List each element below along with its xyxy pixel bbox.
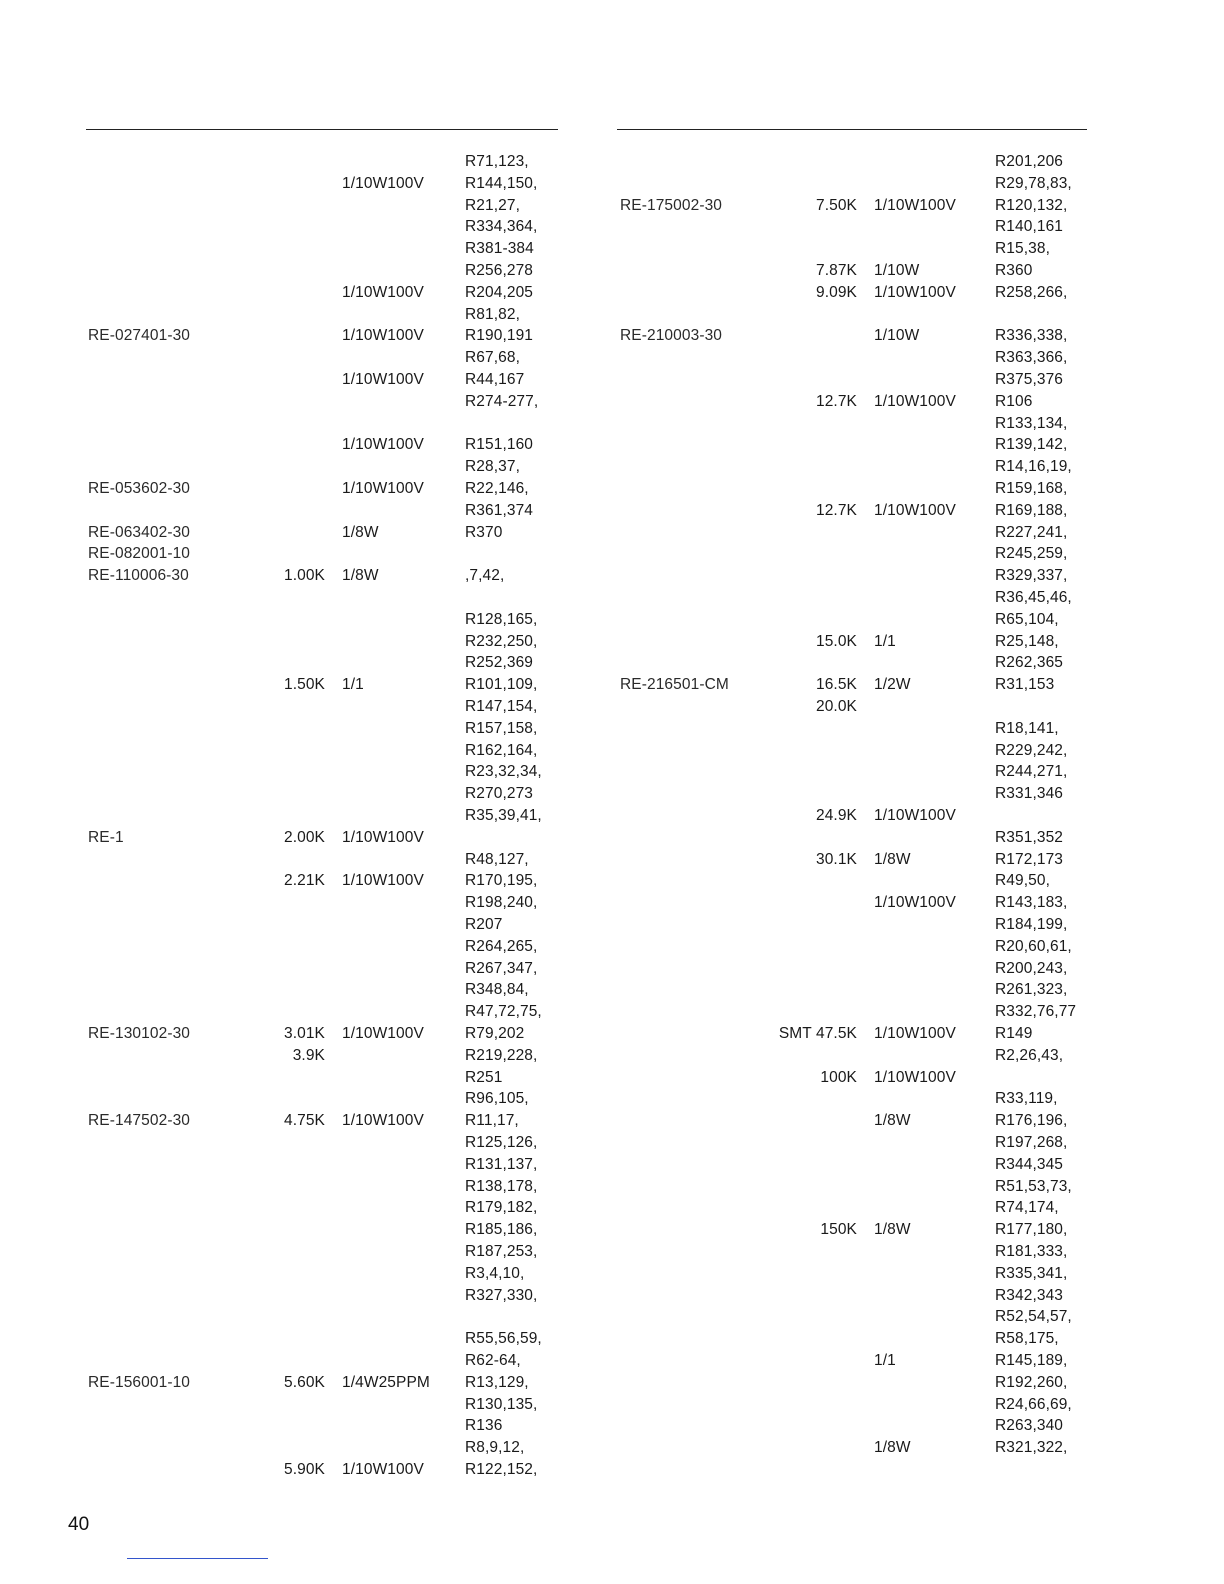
reference-designators: R256,278 <box>465 262 534 279</box>
part-number: RE-156001-10 <box>88 1373 191 1391</box>
part-number: RE-063402-30 <box>88 523 191 541</box>
reference-designators: R227,241, <box>995 523 1068 541</box>
reference-designators: R331,346 <box>995 785 1064 803</box>
reference-designators: R270,273 <box>465 785 534 803</box>
part-number: RE-175002-30 <box>620 196 723 214</box>
reference-designators: R334,364, <box>465 218 538 236</box>
reference-designators: R190,191 <box>465 327 534 345</box>
footer-link-underline <box>127 1558 268 1559</box>
resistance-value: 24.9K <box>815 807 857 824</box>
reference-designators: R197,268, <box>995 1134 1068 1151</box>
power-rating: 1/10W100V <box>874 392 956 410</box>
reference-designators: R232,250, <box>465 632 538 650</box>
reference-designators: R172,173 <box>995 850 1064 868</box>
reference-designators: R133,134, <box>995 414 1068 432</box>
reference-designators: R15,38, <box>995 240 1050 258</box>
part-number: RE-027401-30 <box>88 327 191 345</box>
reference-designators: R267,347, <box>465 959 538 977</box>
power-rating: 1/10W100V <box>342 283 424 301</box>
power-rating: 1/10W100V <box>874 283 956 301</box>
reference-designators: R363,366, <box>995 349 1068 367</box>
resistance-value: 2.21K <box>283 872 325 890</box>
reference-designators: R176,196, <box>995 1112 1068 1130</box>
reference-designators: R252,369 <box>465 654 534 672</box>
reference-designators: R264,265, <box>465 937 538 955</box>
reference-designators: R143,183, <box>995 894 1068 912</box>
reference-designators: R219,228, <box>465 1046 538 1064</box>
part-number: RE-130102-30 <box>88 1025 191 1042</box>
reference-designators: R52,54,57, <box>995 1308 1072 1326</box>
reference-designators: R179,182, <box>465 1199 538 1217</box>
power-rating: 1/4W25PPM <box>342 1373 430 1391</box>
part-number: RE-147502-30 <box>88 1112 191 1130</box>
resistance-value: 5.60K <box>283 1373 325 1391</box>
reference-designators: R177,180, <box>995 1221 1068 1239</box>
power-rating: 1/10W100V <box>874 807 956 824</box>
reference-designators: R147,154, <box>465 698 538 715</box>
resistance-value: 2.00K <box>283 828 325 846</box>
reference-designators: R342,343 <box>995 1286 1064 1304</box>
resistance-value: 1.50K <box>283 676 325 694</box>
reference-designators: R2,26,43, <box>995 1046 1064 1064</box>
reference-designators: R3,4,10, <box>465 1264 525 1282</box>
power-rating: 1/10W100V <box>874 501 956 519</box>
resistance-value: 12.7K <box>815 392 857 410</box>
reference-designators: R136 <box>465 1417 503 1435</box>
reference-designators: R58,175, <box>995 1330 1059 1348</box>
reference-designators: R263,340 <box>995 1417 1064 1435</box>
power-rating: 1/8W <box>342 523 379 541</box>
reference-designators: R151,160 <box>465 436 534 454</box>
reference-designators: R244,271, <box>995 763 1068 781</box>
reference-designators: R35,39,41, <box>465 807 542 824</box>
reference-designators: R321,322, <box>995 1439 1068 1457</box>
reference-designators: R140,161 <box>995 218 1064 236</box>
reference-designators: R370 <box>465 523 503 541</box>
reference-designators: R67,68, <box>465 349 520 367</box>
reference-designators: R122,152, <box>465 1461 538 1478</box>
power-rating: 1/10W100V <box>342 327 424 345</box>
reference-designators: R131,137, <box>465 1155 538 1173</box>
resistance-value: 3.9K <box>292 1046 325 1064</box>
power-rating: 1/10W100V <box>342 872 424 890</box>
reference-designators: R360 <box>995 262 1033 279</box>
reference-designators: R55,56,59, <box>465 1330 542 1348</box>
reference-designators: R48,127, <box>465 850 529 868</box>
reference-designators: R261,323, <box>995 981 1068 999</box>
reference-designators: R47,72,75, <box>465 1003 542 1021</box>
power-rating: 1/1 <box>342 676 364 694</box>
page-number: 40 <box>68 1514 90 1535</box>
reference-designators: R14,16,19, <box>995 458 1072 476</box>
reference-designators: R31,153 <box>995 676 1055 694</box>
reference-designators: R181,333, <box>995 1243 1068 1260</box>
power-rating: 1/10W <box>874 327 920 345</box>
reference-designators: R36,45,46, <box>995 589 1072 606</box>
reference-designators: R258,266, <box>995 283 1068 301</box>
reference-designators: R79,202 <box>465 1025 525 1042</box>
part-number: RE-210003-30 <box>620 327 723 345</box>
resistance-value: 20.0K <box>815 698 857 715</box>
reference-designators: R251 <box>465 1068 503 1086</box>
reference-designators: R381-384 <box>465 240 534 258</box>
reference-designators: R187,253, <box>465 1243 538 1260</box>
reference-designators: R185,186, <box>465 1221 538 1239</box>
part-number: RE-1 <box>88 828 124 846</box>
reference-designators: R51,53,73, <box>995 1177 1072 1195</box>
reference-designators: R144,150, <box>465 174 538 192</box>
reference-designators: R120,132, <box>995 196 1068 214</box>
reference-designators: R327,330, <box>465 1286 538 1304</box>
power-rating: 1/8W <box>874 850 911 868</box>
power-rating: 1/2W <box>874 676 911 694</box>
reference-designators: R335,341, <box>995 1264 1068 1282</box>
resistance-value: 16.5K <box>815 676 857 694</box>
reference-designators: R22,146, <box>465 480 529 497</box>
resistance-value: 12.7K <box>815 501 857 519</box>
reference-designators: R96,105, <box>465 1090 529 1108</box>
reference-designators: R184,199, <box>995 916 1068 933</box>
resistance-value: 5.90K <box>283 1461 325 1478</box>
reference-designators: R71,123, <box>465 153 529 170</box>
reference-designators: R170,195, <box>465 872 538 890</box>
reference-designators: R139,142, <box>995 436 1068 454</box>
reference-designators: R169,188, <box>995 501 1068 519</box>
part-number: RE-216501-CM <box>620 676 729 694</box>
reference-designators: R21,27, <box>465 196 520 214</box>
reference-designators: R138,178, <box>465 1177 538 1195</box>
resistance-value: 1.00K <box>283 567 325 585</box>
reference-designators: R128,165, <box>465 610 538 628</box>
reference-designators: R18,141, <box>995 719 1059 737</box>
part-number: RE-110006-30 <box>88 567 189 585</box>
power-rating: 1/10W100V <box>342 371 424 388</box>
reference-designators: R229,242, <box>995 741 1068 759</box>
reference-designators: R125,126, <box>465 1134 538 1151</box>
resistance-value: 7.50K <box>815 196 857 214</box>
power-rating: 1/10W100V <box>874 1025 956 1042</box>
reference-designators: R159,168, <box>995 480 1068 497</box>
reference-designators: R106 <box>995 392 1033 410</box>
reference-designators: R101,109, <box>465 676 538 694</box>
power-rating: 1/10W100V <box>342 174 424 192</box>
power-rating: 1/10W100V <box>342 828 424 846</box>
reference-designators: R24,66,69, <box>995 1395 1072 1413</box>
power-rating: 1/10W100V <box>342 480 424 497</box>
power-rating: 1/10W100V <box>342 1461 424 1478</box>
resistance-value: 15.0K <box>815 632 857 650</box>
resistance-value: 100K <box>820 1068 857 1086</box>
reference-designators: R25,148, <box>995 632 1059 650</box>
reference-designators: R348,84, <box>465 981 529 999</box>
reference-designators: R130,135, <box>465 1395 538 1413</box>
reference-designators: R81,82, <box>465 305 520 323</box>
resistance-value: 3.01K <box>283 1025 325 1042</box>
reference-designators: R20,60,61, <box>995 937 1072 955</box>
power-rating: 1/10W100V <box>874 894 956 912</box>
reference-designators: R11,17, <box>465 1112 519 1130</box>
reference-designators: R204,205 <box>465 283 534 301</box>
resistance-value: 7.87K <box>815 262 857 279</box>
reference-designators: R198,240, <box>465 894 538 912</box>
reference-designators: R65,104, <box>995 610 1059 628</box>
part-number: RE-082001-10 <box>88 545 191 563</box>
reference-designators: R145,189, <box>995 1352 1068 1369</box>
reference-designators: R200,243, <box>995 959 1068 977</box>
power-rating: 1/1 <box>874 632 896 650</box>
power-rating: 1/10W100V <box>874 1068 956 1086</box>
reference-designators: R201,206 <box>995 153 1064 170</box>
reference-designators: R361,374 <box>465 501 534 519</box>
part-number: RE-053602-30 <box>88 480 191 497</box>
reference-designators: R49,50, <box>995 872 1050 890</box>
power-rating: 1/10W100V <box>342 1025 424 1042</box>
power-rating: 1/10W <box>874 262 920 279</box>
power-rating: 1/8W <box>874 1112 911 1130</box>
resistance-value: SMT 47.5K <box>778 1025 857 1042</box>
reference-designators: R245,259, <box>995 545 1068 563</box>
reference-designators: R44,167 <box>465 371 525 388</box>
reference-designators: R157,158, <box>465 719 538 737</box>
reference-designators: R336,338, <box>995 327 1068 345</box>
reference-designators: R192,260, <box>995 1373 1068 1391</box>
reference-designators: R62-64, <box>465 1352 521 1369</box>
power-rating: 1/10W100V <box>874 196 956 214</box>
reference-designators: R207 <box>465 916 503 933</box>
reference-designators: R29,78,83, <box>995 174 1072 192</box>
power-rating: 1/10W100V <box>342 436 424 454</box>
reference-designators: ,7,42, <box>465 567 505 585</box>
reference-designators: R8,9,12, <box>465 1439 525 1457</box>
reference-designators: R329,337, <box>995 567 1068 585</box>
reference-designators: R33,119, <box>995 1090 1058 1108</box>
reference-designators: R351,352 <box>995 828 1064 846</box>
power-rating: 1/8W <box>874 1439 911 1457</box>
reference-designators: R23,32,34, <box>465 763 542 781</box>
power-rating: 1/8W <box>874 1221 911 1239</box>
resistance-value: 9.09K <box>815 283 857 301</box>
power-rating: 1/1 <box>874 1352 896 1369</box>
resistance-value: 4.75K <box>283 1112 325 1130</box>
power-rating: 1/10W100V <box>342 1112 424 1130</box>
power-rating: 1/8W <box>342 567 379 585</box>
resistance-value: 150K <box>820 1221 857 1239</box>
reference-designators: R375,376 <box>995 371 1064 388</box>
reference-designators: R28,37, <box>465 458 520 476</box>
reference-designators: R74,174, <box>995 1199 1059 1217</box>
reference-designators: R162,164, <box>465 741 538 759</box>
reference-designators: R13,129, <box>465 1373 529 1391</box>
reference-designators: R332,76,77 <box>995 1003 1077 1021</box>
reference-designators: R344,345 <box>995 1155 1064 1173</box>
resistance-value: 30.1K <box>815 850 857 868</box>
reference-designators: R274-277, <box>465 392 539 410</box>
reference-designators: R262,365 <box>995 654 1064 672</box>
reference-designators: R149 <box>995 1025 1033 1042</box>
